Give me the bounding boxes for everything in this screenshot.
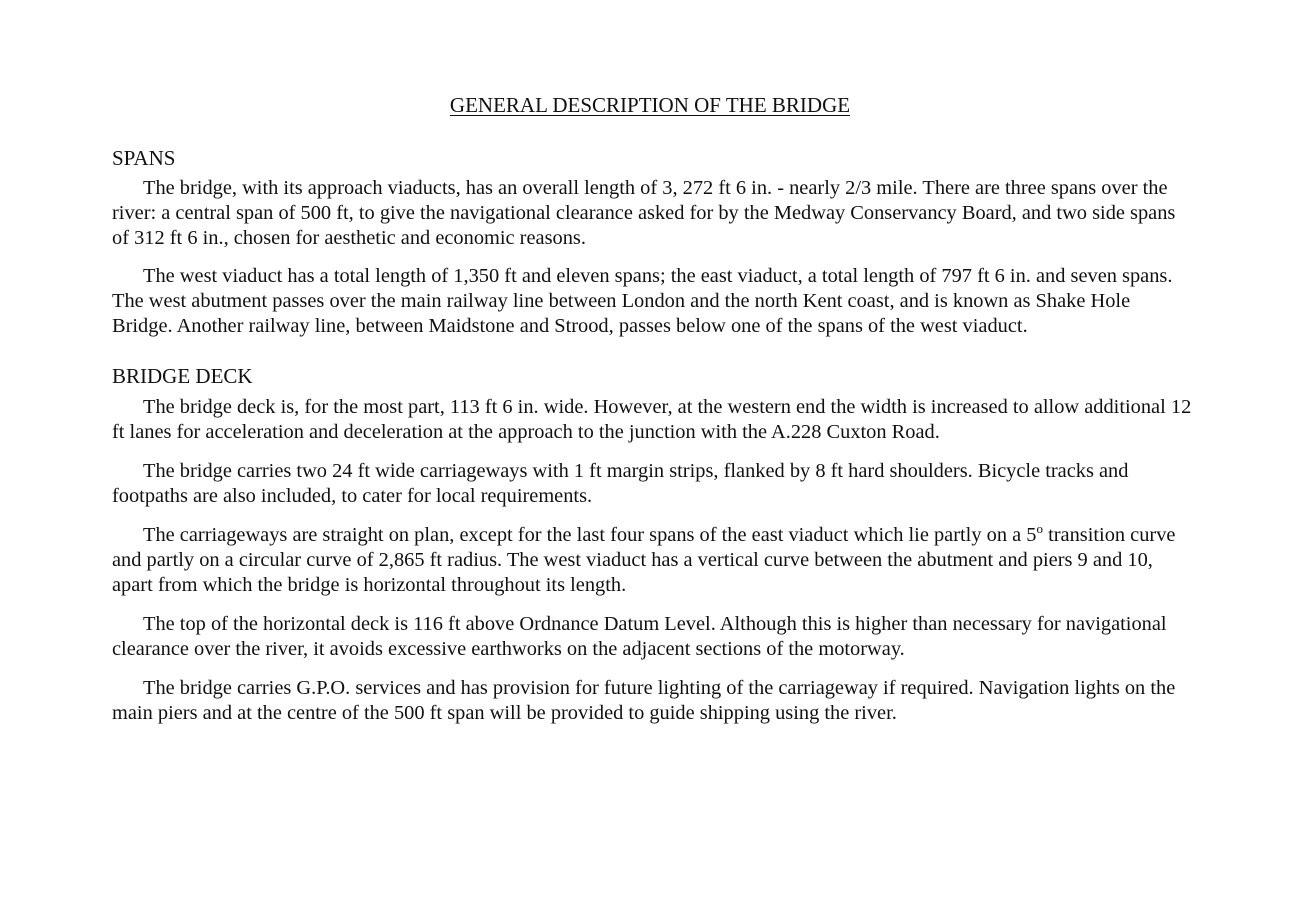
paragraph-spans-viaducts: The west viaduct has a total length of 1,350 ft and eleven spans; the east viaduct, a total length of 797 ft 6 in. and seven spans. The west abutment passes over the main railway line between London and the north Kent coast, and is known as Shake Hole Bridge. Another railway line, between Maidstone and Strood, passes below one of the spans of the west viaduct.: [112, 265, 1173, 337]
page-title: [0, 92, 1300, 118]
section-bridge-deck: [112, 364, 1192, 726]
section-heading-bridge-deck: BRIDGE DECK: [112, 364, 253, 388]
curves-text-before: The carriageways are straight on plan, except for the last four spans of the east viaduct which lie partly on a 5: [143, 524, 1037, 546]
section-heading-spans: SPANS: [112, 146, 176, 170]
curves-text-after: transition curve and partly on a circular curve of 2,865 ft radius. The west viaduct has a vertical curve between the abutment and piers 9 and 10, apart from which the bridge is horizontal throughout its length.: [112, 524, 1176, 596]
paragraph-deck-curves: [112, 523, 1192, 598]
paragraph-deck-width: The bridge deck is, for the most part, 113 ft 6 in. wide. However, at the western end the width is increased to allow additional 12 ft lanes for acceleration and deceleration at the approach to the junction with the A.228 Cuxton Road.: [112, 396, 1192, 443]
paragraph-deck-services: The bridge carries G.P.O. services and has provision for future lighting of the carriageway if required. Navigation lights on the main piers and at the centre of the 500 ft span will be provided to guide shipping using the river.: [112, 677, 1176, 724]
document-body: [112, 146, 1192, 726]
paragraph-spans-overall-length: The bridge, with its approach viaducts, has an overall length of 3, 272 ft 6 in. - nearly 2/3 mile. There are three spans over the river: a central span of 500 ft, to give the navigational clearance asked for by the Medway Conservancy Board, and two side spans of 312 ft 6 in., chosen for aesthetic and economic reasons.: [112, 177, 1176, 249]
paragraph-deck-level: The top of the horizontal deck is 116 ft above Ordnance Datum Level. Although this is higher than necessary for navigational clearance over the river, it avoids excessive earthworks on the adjacent sections of the motorway.: [112, 613, 1167, 660]
paragraph-deck-carriageways: The bridge carries two 24 ft wide carriageways with 1 ft margin strips, flanked by 8 ft hard shoulders. Bicycle tracks and footpaths are also included, to cater for local requirements.: [112, 460, 1129, 507]
degree-superscript: o: [1036, 521, 1043, 537]
section-spans: [112, 146, 1192, 339]
page-title-text: GENERAL DESCRIPTION OF THE BRIDGE: [449, 93, 851, 117]
